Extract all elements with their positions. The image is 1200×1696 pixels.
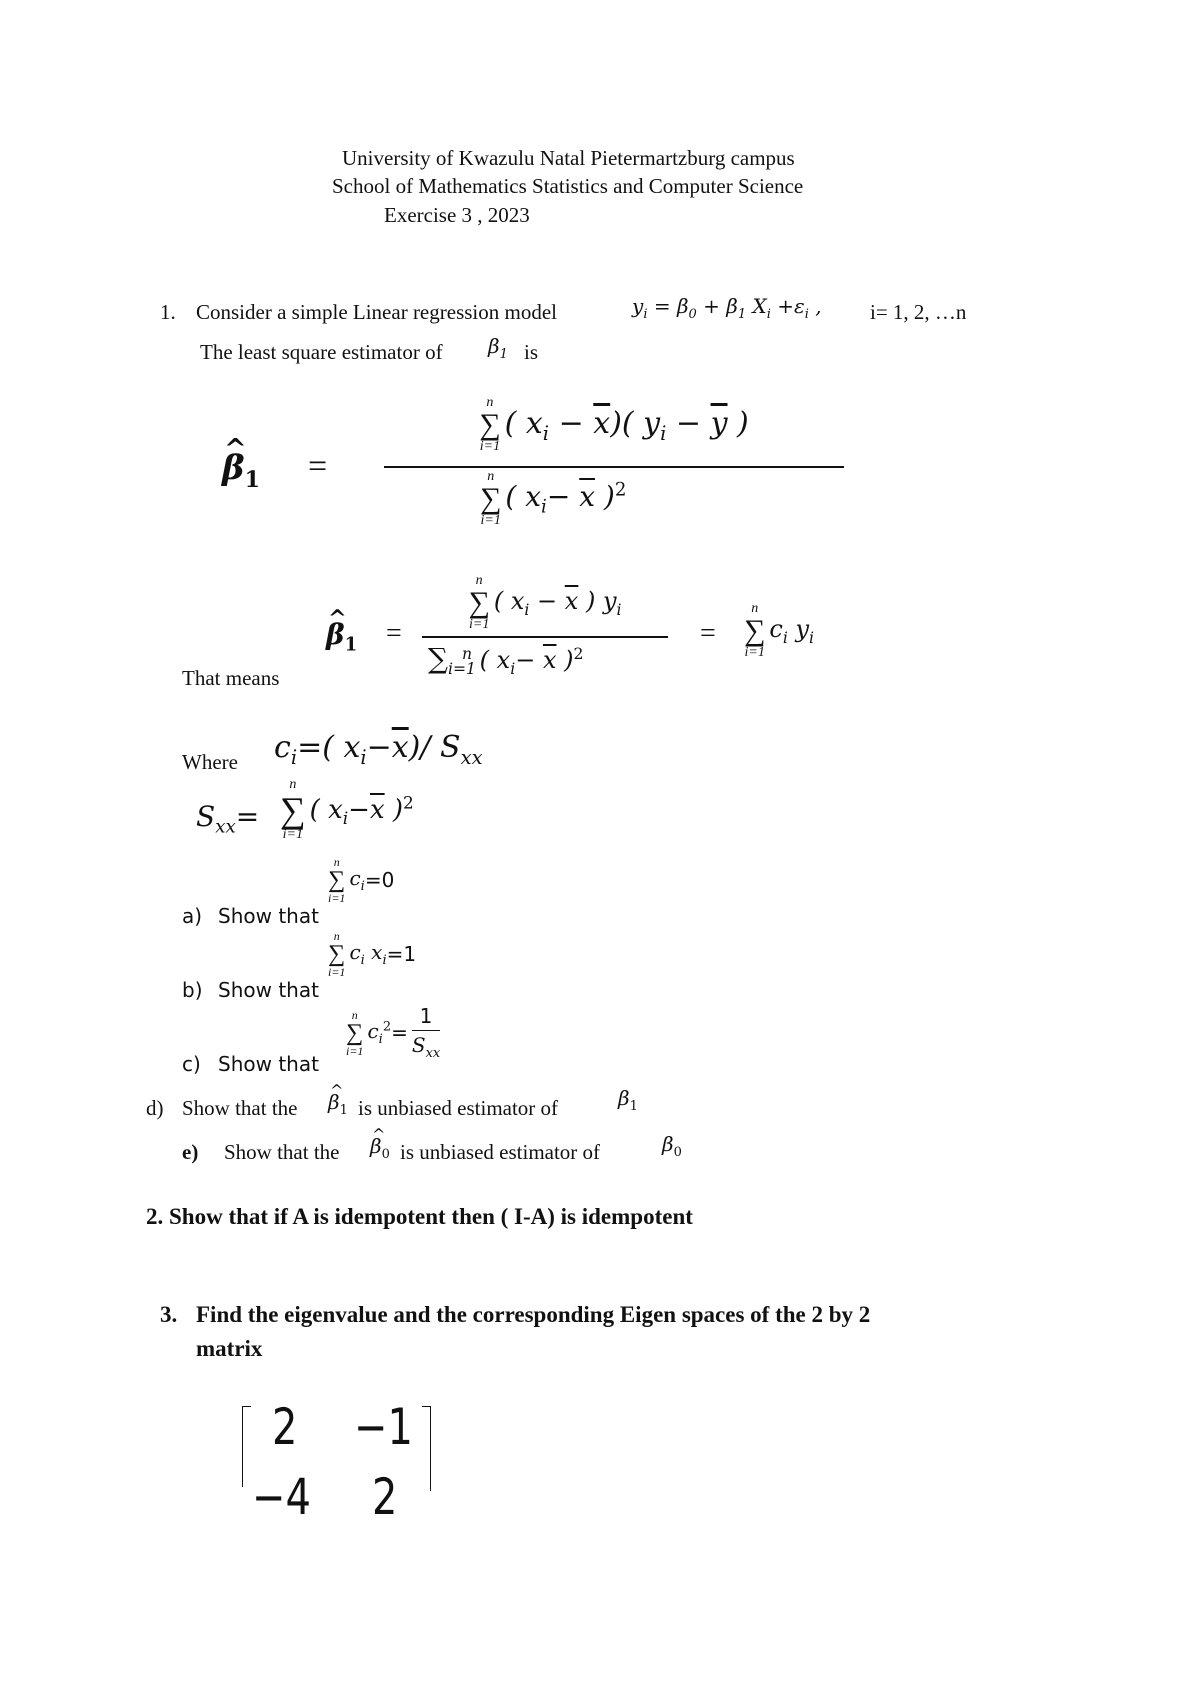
sxx-rhs: n ∑ i=1 ( $x_i-\overline{x}$ )$^2$ xyxy=(280,777,414,842)
equals-sign-2: = xyxy=(386,618,402,649)
part-d-label: d) xyxy=(146,1096,164,1120)
sum-ci-yi: n ∑ i=1 $c_i$ $y_i$ xyxy=(744,601,815,660)
beta1-symbol: $\beta_1$ xyxy=(488,334,508,362)
part-b-rhs: =1 xyxy=(386,942,417,966)
q2-text: 2. Show that if A is idempotent then ( I-A) is idempotent xyxy=(146,1204,693,1229)
part-d-mid: is unbiased estimator of xyxy=(358,1096,559,1120)
matrix-right-bracket xyxy=(422,1406,431,1491)
part-a-label: a) xyxy=(182,904,203,928)
ci-definition: $c_i=$( $x_i-\overline{x})/$ $S_{xx}$ xyxy=(274,730,483,769)
q1-intro: Consider a simple Linear regression model xyxy=(196,300,557,324)
matrix-left-bracket xyxy=(242,1406,251,1487)
equals-sign: = xyxy=(308,448,328,485)
part-e-label: e) xyxy=(182,1140,199,1164)
that-means-label: That means xyxy=(182,666,280,690)
part-b-text: Show that xyxy=(218,978,319,1002)
header-university: University of Kwazulu Natal Pietermartzburg campus xyxy=(342,146,795,170)
part-a-text: Show that xyxy=(218,904,319,928)
part-a-rhs: =0 xyxy=(364,868,395,892)
beta1-hat-lhs: ^ $\beta_1$ xyxy=(222,448,260,493)
formula2-denominator: $\sum_{i=1}^n$ ( $x_i- \overline{x}$ )$^2$ xyxy=(428,642,584,678)
where-label: Where xyxy=(182,750,238,774)
q1-number: 1. xyxy=(160,300,176,324)
part-b-formula: n ∑ i=1 $c_i$ $x_i=1$ xyxy=(328,929,417,979)
q3-number: 3. xyxy=(160,1302,178,1327)
part-c-text: Show that xyxy=(218,1052,319,1076)
sxx-lhs: $S_{xx}=$ xyxy=(196,800,260,838)
part-d-beta1-hat: ^ $\beta_1$ xyxy=(328,1090,348,1118)
q1-index-range: i= 1, 2, …n xyxy=(870,300,967,324)
formula2-numerator: n ∑ i=1 ( $x_i - \overline{x}$ ) $y_i$ xyxy=(468,573,622,632)
part-b-label: b) xyxy=(182,978,203,1002)
part-d-text: Show that the xyxy=(182,1096,298,1120)
model-equation: $y_i = \beta_0 + \beta_1$ $X_i +\varepsilon_i$ , xyxy=(632,294,822,322)
q3-line2: matrix xyxy=(196,1336,263,1361)
part-c-formula: n ∑ i=1 $c_i^2=$ $\frac{1}{S_{xx}}$ xyxy=(346,1004,441,1061)
header-school: School of Mathematics Statistics and Computer Science xyxy=(332,174,804,198)
part-e-text: Show that the xyxy=(224,1140,340,1164)
estimator-prefix: The least square estimator of xyxy=(200,340,443,364)
matrix-cell-r2c1: −4 xyxy=(252,1468,311,1526)
part-a-formula: n ∑ i=1 $c_i=0$ xyxy=(328,855,395,905)
formula2-fraction-bar xyxy=(422,636,668,638)
part-d-beta1: $\beta_1$ xyxy=(618,1086,638,1114)
q3-line1: Find the eigenvalue and the corresponding Eigen spaces of the 2 by 2 xyxy=(196,1302,871,1327)
matrix-cell-r1c1: 2 xyxy=(272,1398,298,1456)
formula1-numerator: n ∑ i=1 ( $x_i - \overline{x}$)( $y_i - \overline{y}$ ) xyxy=(479,395,749,454)
formula1-fraction-bar xyxy=(384,466,844,468)
part-e-beta0-hat: ^ $\beta_0$ xyxy=(370,1134,390,1162)
part-e-mid: is unbiased estimator of xyxy=(400,1140,601,1164)
matrix-cell-r1c2: −1 xyxy=(354,1398,413,1456)
matrix-cell-r2c2: 2 xyxy=(372,1468,398,1526)
part-c-label: c) xyxy=(182,1052,201,1076)
formula1-denominator: n ∑ i=1 ( $x_i- \overline{x}$ )$^2$ xyxy=(480,469,627,528)
beta1-hat-lhs-2: ^ $\beta_1$ xyxy=(326,618,357,656)
header-exercise: Exercise 3 , 2023 xyxy=(384,203,530,227)
estimator-suffix: is xyxy=(524,340,539,364)
part-e-beta0: $\beta_0$ xyxy=(662,1132,682,1160)
equals-sign-3: = xyxy=(700,618,716,649)
